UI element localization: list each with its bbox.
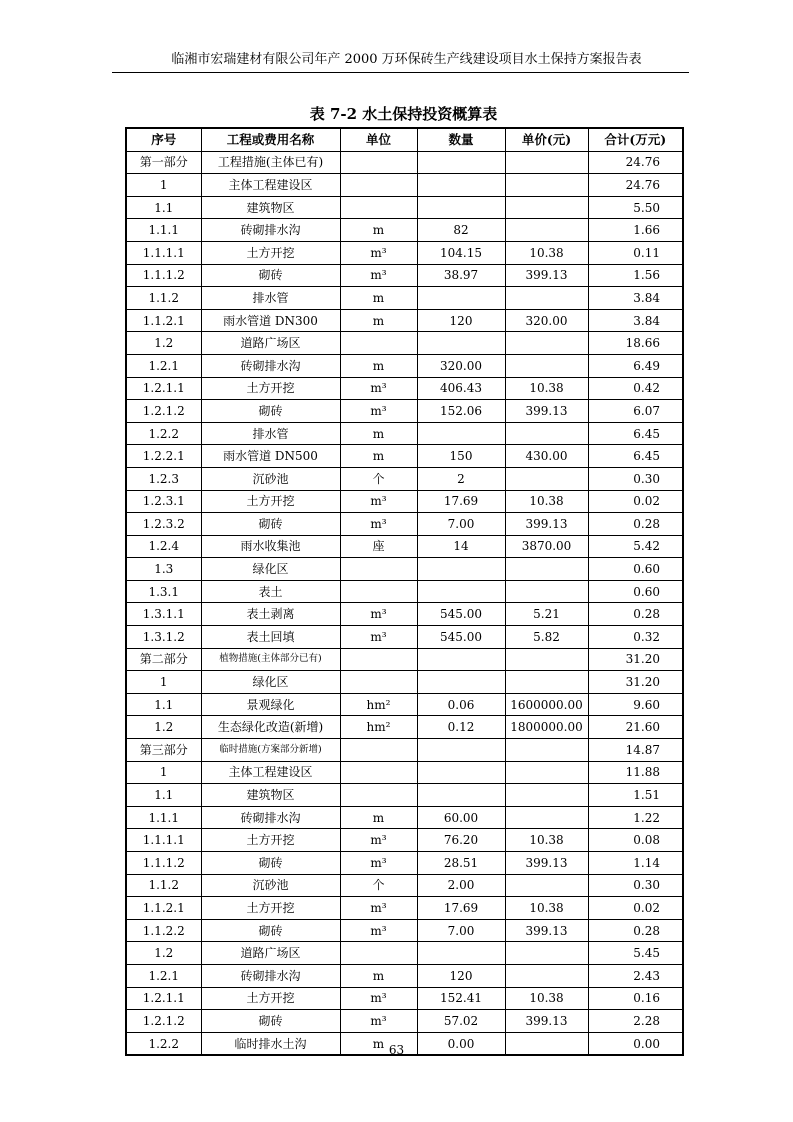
table-row <box>126 580 683 603</box>
cell-unit <box>340 151 417 174</box>
cell-total: 18.66 <box>588 332 683 355</box>
cell-qty: 320.00 <box>417 354 505 377</box>
cell-name: 生态绿化改造(新增) <box>201 716 340 739</box>
cell-total: 24.76 <box>588 174 683 197</box>
cell-price <box>505 648 588 671</box>
cell-price <box>505 964 588 987</box>
cell-name: 土方开挖 <box>201 377 340 400</box>
cell-total: 0.08 <box>588 829 683 852</box>
cell-no: 1.2.1 <box>126 354 201 377</box>
cell-name: 主体工程建设区 <box>201 761 340 784</box>
cell-qty: 104.15 <box>417 241 505 264</box>
cell-price: 10.38 <box>505 829 588 852</box>
cell-qty <box>417 739 505 762</box>
cell-qty: 76.20 <box>417 829 505 852</box>
cell-price: 10.38 <box>505 490 588 513</box>
cell-name: 主体工程建设区 <box>201 174 340 197</box>
cell-unit: 个 <box>340 467 417 490</box>
col-header-price: 单价(元) <box>505 128 588 151</box>
cell-qty: 545.00 <box>417 626 505 649</box>
cell-name: 表土回填 <box>201 626 340 649</box>
cell-name: 排水管 <box>201 287 340 310</box>
table-row <box>126 467 683 490</box>
table-row <box>126 874 683 897</box>
cell-unit <box>340 558 417 581</box>
table-row <box>126 739 683 762</box>
table-row <box>126 535 683 558</box>
cell-unit: m³ <box>340 377 417 400</box>
cell-total: 1.56 <box>588 264 683 287</box>
table-row <box>126 716 683 739</box>
cell-total: 3.84 <box>588 287 683 310</box>
cell-total: 2.43 <box>588 964 683 987</box>
cell-no: 1 <box>126 671 201 694</box>
cell-price <box>505 558 588 581</box>
cell-qty <box>417 942 505 965</box>
cell-price: 399.13 <box>505 264 588 287</box>
cell-name: 砌砖 <box>201 1010 340 1033</box>
cell-qty: 57.02 <box>417 1010 505 1033</box>
cell-price: 430.00 <box>505 445 588 468</box>
cell-total: 11.88 <box>588 761 683 784</box>
cell-qty: 17.69 <box>417 490 505 513</box>
cell-no: 1.2.2 <box>126 422 201 445</box>
cell-qty <box>417 671 505 694</box>
cell-no: 1.1.1 <box>126 806 201 829</box>
table-body <box>126 151 683 1055</box>
cell-total: 24.76 <box>588 151 683 174</box>
cell-total: 9.60 <box>588 693 683 716</box>
cell-unit: 座 <box>340 535 417 558</box>
cell-price <box>505 739 588 762</box>
cell-total: 0.11 <box>588 241 683 264</box>
cell-no: 1 <box>126 761 201 784</box>
cell-name: 表土剥离 <box>201 603 340 626</box>
cell-unit: m <box>340 309 417 332</box>
table-row <box>126 174 683 197</box>
cell-total: 6.49 <box>588 354 683 377</box>
table-row <box>126 648 683 671</box>
table-row <box>126 919 683 942</box>
table-row <box>126 241 683 264</box>
cell-price <box>505 806 588 829</box>
table-header-row <box>126 128 683 151</box>
cell-unit: m³ <box>340 400 417 423</box>
cell-qty: 0.12 <box>417 716 505 739</box>
cell-price <box>505 196 588 219</box>
cell-no: 1.2.4 <box>126 535 201 558</box>
cell-qty: 120 <box>417 309 505 332</box>
cell-total: 14.87 <box>588 739 683 762</box>
cell-name: 雨水收集池 <box>201 535 340 558</box>
cell-name: 绿化区 <box>201 671 340 694</box>
table-row <box>126 354 683 377</box>
cell-no: 1.1.2 <box>126 874 201 897</box>
cell-unit: m <box>340 1032 417 1055</box>
cell-total: 0.30 <box>588 467 683 490</box>
cell-unit: m³ <box>340 513 417 536</box>
cell-name: 临时措施(方案部分新增) <box>201 739 340 762</box>
cell-total: 0.28 <box>588 603 683 626</box>
cell-qty <box>417 287 505 310</box>
cell-unit: m <box>340 354 417 377</box>
cell-name: 工程措施(主体已有) <box>201 151 340 174</box>
table-row <box>126 332 683 355</box>
cell-price: 1600000.00 <box>505 693 588 716</box>
table-row <box>126 626 683 649</box>
cell-unit <box>340 648 417 671</box>
cell-no: 1.1 <box>126 693 201 716</box>
cell-name: 砖砌排水沟 <box>201 219 340 242</box>
cell-no: 1.1.1.2 <box>126 852 201 875</box>
cell-unit: m³ <box>340 919 417 942</box>
cell-price <box>505 174 588 197</box>
cell-unit: m³ <box>340 626 417 649</box>
cell-unit <box>340 784 417 807</box>
table-row <box>126 761 683 784</box>
cell-name: 雨水管道 DN500 <box>201 445 340 468</box>
table-row <box>126 897 683 920</box>
table-row <box>126 490 683 513</box>
cell-total: 6.07 <box>588 400 683 423</box>
investment-table <box>125 127 684 1056</box>
cell-unit: hm² <box>340 716 417 739</box>
cell-name: 砖砌排水沟 <box>201 964 340 987</box>
cell-unit: m³ <box>340 264 417 287</box>
cell-qty <box>417 761 505 784</box>
cell-name: 土方开挖 <box>201 987 340 1010</box>
cell-unit: 个 <box>340 874 417 897</box>
cell-price: 5.82 <box>505 626 588 649</box>
cell-qty: 152.41 <box>417 987 505 1010</box>
cell-total: 31.20 <box>588 671 683 694</box>
table-row <box>126 196 683 219</box>
cell-unit: m³ <box>340 897 417 920</box>
table-row <box>126 693 683 716</box>
cell-price: 5.21 <box>505 603 588 626</box>
cell-unit <box>340 332 417 355</box>
cell-qty: 38.97 <box>417 264 505 287</box>
cell-qty: 0.06 <box>417 693 505 716</box>
table-row <box>126 671 683 694</box>
cell-no: 1.1.2.2 <box>126 919 201 942</box>
cell-name: 砖砌排水沟 <box>201 806 340 829</box>
cell-no: 1 <box>126 174 201 197</box>
cell-price: 399.13 <box>505 919 588 942</box>
cell-price: 399.13 <box>505 852 588 875</box>
table-row <box>126 400 683 423</box>
table-row <box>126 603 683 626</box>
cell-name: 表土 <box>201 580 340 603</box>
cell-total: 1.22 <box>588 806 683 829</box>
cell-name: 土方开挖 <box>201 897 340 920</box>
cell-no: 1.1.1.1 <box>126 829 201 852</box>
cell-total: 0.30 <box>588 874 683 897</box>
cell-name: 土方开挖 <box>201 490 340 513</box>
cell-total: 5.45 <box>588 942 683 965</box>
cell-unit <box>340 580 417 603</box>
cell-price: 10.38 <box>505 987 588 1010</box>
cell-unit: hm² <box>340 693 417 716</box>
cell-unit <box>340 739 417 762</box>
cell-unit: m <box>340 964 417 987</box>
cell-total: 0.60 <box>588 580 683 603</box>
cell-name: 道路广场区 <box>201 942 340 965</box>
cell-total: 31.20 <box>588 648 683 671</box>
cell-name: 临时排水土沟 <box>201 1032 340 1055</box>
cell-unit: m³ <box>340 987 417 1010</box>
cell-qty <box>417 784 505 807</box>
cell-no: 1.3.1.1 <box>126 603 201 626</box>
cell-total: 5.42 <box>588 535 683 558</box>
cell-total: 5.50 <box>588 196 683 219</box>
table-row <box>126 852 683 875</box>
cell-price <box>505 332 588 355</box>
cell-no: 1.1.2.1 <box>126 897 201 920</box>
cell-qty: 545.00 <box>417 603 505 626</box>
cell-qty: 7.00 <box>417 919 505 942</box>
cell-unit: m³ <box>340 490 417 513</box>
cell-qty <box>417 196 505 219</box>
page-number: 63 <box>388 1043 405 1057</box>
cell-unit: m³ <box>340 603 417 626</box>
cell-unit: m <box>340 445 417 468</box>
cell-total: 6.45 <box>588 422 683 445</box>
cell-name: 道路广场区 <box>201 332 340 355</box>
cell-no: 1.2.1.1 <box>126 377 201 400</box>
table-row <box>126 784 683 807</box>
table-row <box>126 1010 683 1033</box>
cell-price: 320.00 <box>505 309 588 332</box>
cell-no: 1.1.1.2 <box>126 264 201 287</box>
cell-qty: 60.00 <box>417 806 505 829</box>
cell-price <box>505 219 588 242</box>
table-row <box>126 151 683 174</box>
cell-no: 1.2.1.2 <box>126 400 201 423</box>
cell-qty: 17.69 <box>417 897 505 920</box>
cell-unit: m³ <box>340 852 417 875</box>
cell-price <box>505 580 588 603</box>
cell-name: 沉砂池 <box>201 874 340 897</box>
cell-total: 0.02 <box>588 490 683 513</box>
cell-qty: 2.00 <box>417 874 505 897</box>
cell-price: 3870.00 <box>505 535 588 558</box>
cell-qty: 0.00 <box>417 1032 505 1055</box>
cell-no: 1.2 <box>126 942 201 965</box>
cell-total: 0.32 <box>588 626 683 649</box>
cell-total: 0.00 <box>588 1032 683 1055</box>
cell-no: 1.2.3 <box>126 467 201 490</box>
cell-name: 砌砖 <box>201 400 340 423</box>
cell-no: 1.2.3.2 <box>126 513 201 536</box>
cell-qty: 7.00 <box>417 513 505 536</box>
col-header-qty: 数量 <box>417 128 505 151</box>
cell-price <box>505 671 588 694</box>
table-row <box>126 219 683 242</box>
cell-name: 砌砖 <box>201 264 340 287</box>
page-header: 临湘市宏瑞建材有限公司年产 2000 万环保砖生产线建设项目水土保持方案报告表 <box>171 52 642 67</box>
cell-qty: 120 <box>417 964 505 987</box>
cell-qty <box>417 151 505 174</box>
cell-qty: 406.43 <box>417 377 505 400</box>
cell-qty: 14 <box>417 535 505 558</box>
cell-no: 1.2.3.1 <box>126 490 201 513</box>
cell-total: 0.02 <box>588 897 683 920</box>
cell-total: 0.42 <box>588 377 683 400</box>
cell-total: 2.28 <box>588 1010 683 1033</box>
cell-name: 建筑物区 <box>201 196 340 219</box>
cell-price <box>505 761 588 784</box>
table-row <box>126 377 683 400</box>
cell-qty <box>417 332 505 355</box>
cell-price: 10.38 <box>505 241 588 264</box>
cell-total: 1.66 <box>588 219 683 242</box>
cell-no: 1.2.1.1 <box>126 987 201 1010</box>
cell-unit: m³ <box>340 829 417 852</box>
cell-no: 1.1.2 <box>126 287 201 310</box>
cell-total: 1.51 <box>588 784 683 807</box>
cell-qty: 2 <box>417 467 505 490</box>
col-header-total: 合计(万元) <box>588 128 683 151</box>
cell-total: 6.45 <box>588 445 683 468</box>
cell-name: 土方开挖 <box>201 829 340 852</box>
cell-qty <box>417 558 505 581</box>
cell-no: 1.2.1.2 <box>126 1010 201 1033</box>
table-title: 表 7-2 水土保持投资概算表 <box>309 105 498 123</box>
cell-qty <box>417 648 505 671</box>
cell-name: 绿化区 <box>201 558 340 581</box>
cell-no: 第一部分 <box>126 151 201 174</box>
cell-qty: 82 <box>417 219 505 242</box>
cell-total: 0.60 <box>588 558 683 581</box>
cell-unit <box>340 196 417 219</box>
cell-no: 1.1.1.1 <box>126 241 201 264</box>
cell-price <box>505 467 588 490</box>
cell-name: 沉砂池 <box>201 467 340 490</box>
cell-name: 雨水管道 DN300 <box>201 309 340 332</box>
cell-qty <box>417 580 505 603</box>
cell-qty <box>417 174 505 197</box>
table-row <box>126 829 683 852</box>
cell-no: 1.3.1 <box>126 580 201 603</box>
cell-price: 1800000.00 <box>505 716 588 739</box>
cell-total: 1.14 <box>588 852 683 875</box>
cell-name: 景观绿化 <box>201 693 340 716</box>
cell-no: 1.2 <box>126 332 201 355</box>
cell-unit: m³ <box>340 1010 417 1033</box>
col-header-name: 工程或费用名称 <box>201 128 340 151</box>
table-row <box>126 987 683 1010</box>
cell-no: 1.2.1 <box>126 964 201 987</box>
cell-price <box>505 287 588 310</box>
cell-no: 1.2.2.1 <box>126 445 201 468</box>
cell-no: 第三部分 <box>126 739 201 762</box>
cell-no: 1.1.1 <box>126 219 201 242</box>
table-row <box>126 964 683 987</box>
table-row <box>126 422 683 445</box>
cell-price: 399.13 <box>505 400 588 423</box>
cell-price <box>505 354 588 377</box>
cell-price <box>505 422 588 445</box>
cell-price <box>505 874 588 897</box>
cell-price: 10.38 <box>505 897 588 920</box>
cell-unit: m³ <box>340 241 417 264</box>
cell-unit: m <box>340 422 417 445</box>
cell-total: 0.16 <box>588 987 683 1010</box>
cell-total: 0.28 <box>588 919 683 942</box>
cell-name: 建筑物区 <box>201 784 340 807</box>
col-header-no: 序号 <box>126 128 201 151</box>
table-row <box>126 445 683 468</box>
cell-unit <box>340 671 417 694</box>
table-row <box>126 513 683 536</box>
cell-no: 1.1 <box>126 196 201 219</box>
cell-unit <box>340 761 417 784</box>
col-header-unit: 单位 <box>340 128 417 151</box>
cell-no: 1.2 <box>126 716 201 739</box>
cell-no: 1.1 <box>126 784 201 807</box>
cell-total: 21.60 <box>588 716 683 739</box>
cell-qty: 150 <box>417 445 505 468</box>
cell-qty: 28.51 <box>417 852 505 875</box>
cell-price: 399.13 <box>505 1010 588 1033</box>
cell-no: 第二部分 <box>126 648 201 671</box>
table-row <box>126 558 683 581</box>
cell-no: 1.1.2.1 <box>126 309 201 332</box>
cell-total: 0.28 <box>588 513 683 536</box>
cell-name: 砌砖 <box>201 513 340 536</box>
cell-qty <box>417 422 505 445</box>
cell-no: 1.3.1.2 <box>126 626 201 649</box>
cell-unit: m <box>340 287 417 310</box>
table-row <box>126 287 683 310</box>
cell-name: 砌砖 <box>201 852 340 875</box>
table-row <box>126 942 683 965</box>
cell-name: 植物措施(主体部分已有) <box>201 648 340 671</box>
cell-price <box>505 151 588 174</box>
cell-unit: m <box>340 806 417 829</box>
cell-no: 1.3 <box>126 558 201 581</box>
cell-name: 砖砌排水沟 <box>201 354 340 377</box>
cell-unit: m <box>340 219 417 242</box>
cell-qty: 152.06 <box>417 400 505 423</box>
cell-price: 10.38 <box>505 377 588 400</box>
cell-price: 399.13 <box>505 513 588 536</box>
table-row <box>126 806 683 829</box>
cell-name: 土方开挖 <box>201 241 340 264</box>
cell-name: 砌砖 <box>201 919 340 942</box>
cell-price <box>505 942 588 965</box>
cell-total: 3.84 <box>588 309 683 332</box>
cell-name: 排水管 <box>201 422 340 445</box>
table-row <box>126 264 683 287</box>
table-row <box>126 309 683 332</box>
cell-price <box>505 784 588 807</box>
cell-unit <box>340 942 417 965</box>
cell-unit <box>340 174 417 197</box>
header-rule <box>112 72 689 73</box>
cell-no: 1.2.2 <box>126 1032 201 1055</box>
